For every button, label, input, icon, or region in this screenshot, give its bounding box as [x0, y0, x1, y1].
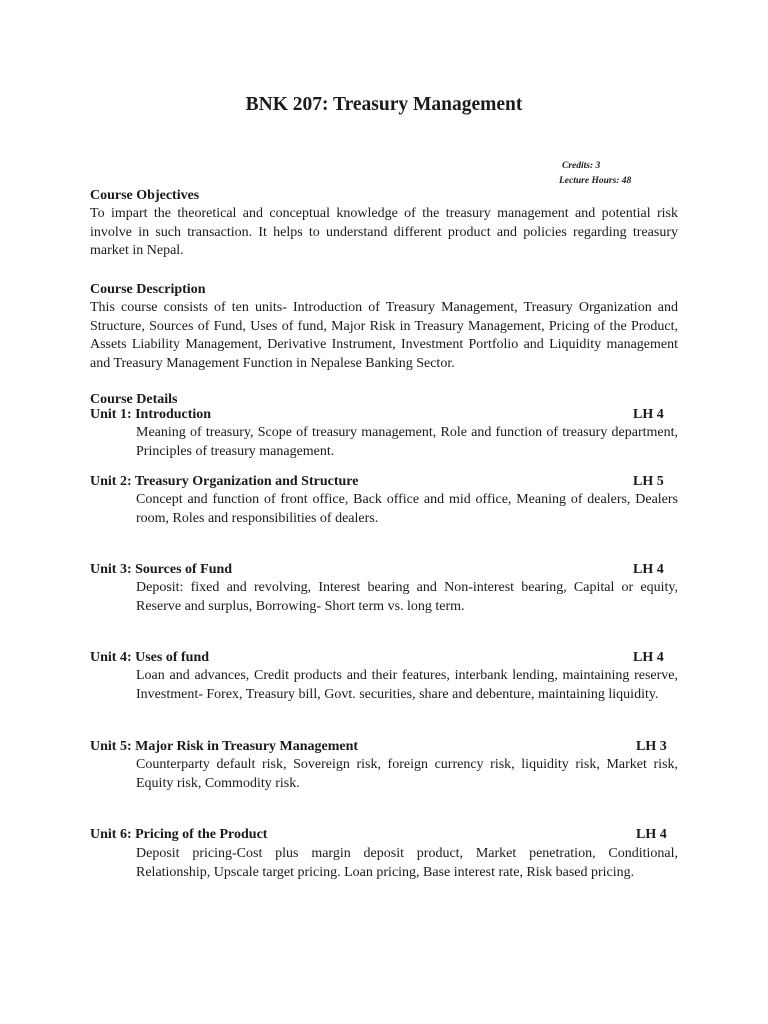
unit-4-text: Loan and advances, Credit products and their features, interbank lending, maintaining reserve, Investment- Forex, Treasury bill, Govt. securities, share and debenture, maintaining liquidity. [136, 668, 678, 702]
unit-6-lecture-hours: LH 4 [636, 827, 667, 842]
unit-1-header [90, 406, 678, 424]
credits-label: Credits: 3 [562, 161, 601, 171]
unit-4-lecture-hours: LH 4 [633, 650, 664, 665]
unit-5-text: Counterparty default risk, Sovereign risk, foreign currency risk, liquidity risk, Market risk, Equity risk, Commodity risk. [136, 757, 678, 791]
lecture-hours-label: Lecture Hours: 48 [559, 176, 632, 186]
unit-5-title: Unit 5: Major Risk in Treasury Management [90, 739, 359, 754]
description-heading: Course Description [90, 282, 206, 297]
description-text: This course consists of ten units- Introduction of Treasury Management, Treasury Organization and Structure, Sources of Fund, Uses of fund, Major Risk in Treasury Management, Pricing of the Product, Assets Liability Management, Derivative Instrument, Investment Portfolio and Liquidity management and Treasury Management Function in Nepalese Banking Sector. [90, 300, 678, 371]
unit-2-text: Concept and function of front office, Back office and mid office, Meaning of dealers, Dealers room, Roles and responsibilities of dealers. [136, 492, 678, 526]
unit-5-lecture-hours: LH 3 [636, 739, 667, 754]
unit-1-title: Unit 1: Introduction [90, 407, 212, 422]
unit-1-lecture-hours: LH 4 [633, 407, 664, 422]
unit-2-header [90, 473, 678, 491]
unit-3-text: Deposit: fixed and revolving, Interest bearing and Non-interest bearing, Capital or equity, Reserve and surplus, Borrowing- Short term vs. long term. [136, 580, 678, 614]
course-details-heading: Course Details [90, 392, 178, 407]
unit-4-title: Unit 4: Uses of fund [90, 650, 210, 665]
unit-4-header [90, 649, 678, 667]
unit-1-text: Meaning of treasury, Scope of treasury management, Role and function of treasury department, Principles of treasury management. [136, 425, 678, 459]
unit-5-header [90, 738, 678, 756]
unit-2-title: Unit 2: Treasury Organization and Structure [90, 474, 359, 489]
objectives-heading: Course Objectives [90, 188, 200, 203]
unit-6-title: Unit 6: Pricing of the Product [90, 827, 268, 842]
page-title: BNK 207: Treasury Management [245, 94, 523, 115]
unit-3-lecture-hours: LH 4 [633, 562, 664, 577]
unit-2-lecture-hours: LH 5 [633, 474, 664, 489]
objectives-text: To impart the theoretical and conceptual knowledge of the treasury management and potential risk involve in such transaction. It helps to understand different product and policies regarding treasury market in Nepal. [90, 206, 678, 258]
unit-6-header [90, 826, 678, 844]
unit-6-text: Deposit pricing-Cost plus margin deposit product, Market penetration, Conditional, Relationship, Upscale target pricing. Loan pricing, Base interest rate, Risk based pricing. [136, 846, 678, 880]
unit-3-header [90, 561, 678, 579]
unit-3-title: Unit 3: Sources of Fund [90, 562, 233, 577]
